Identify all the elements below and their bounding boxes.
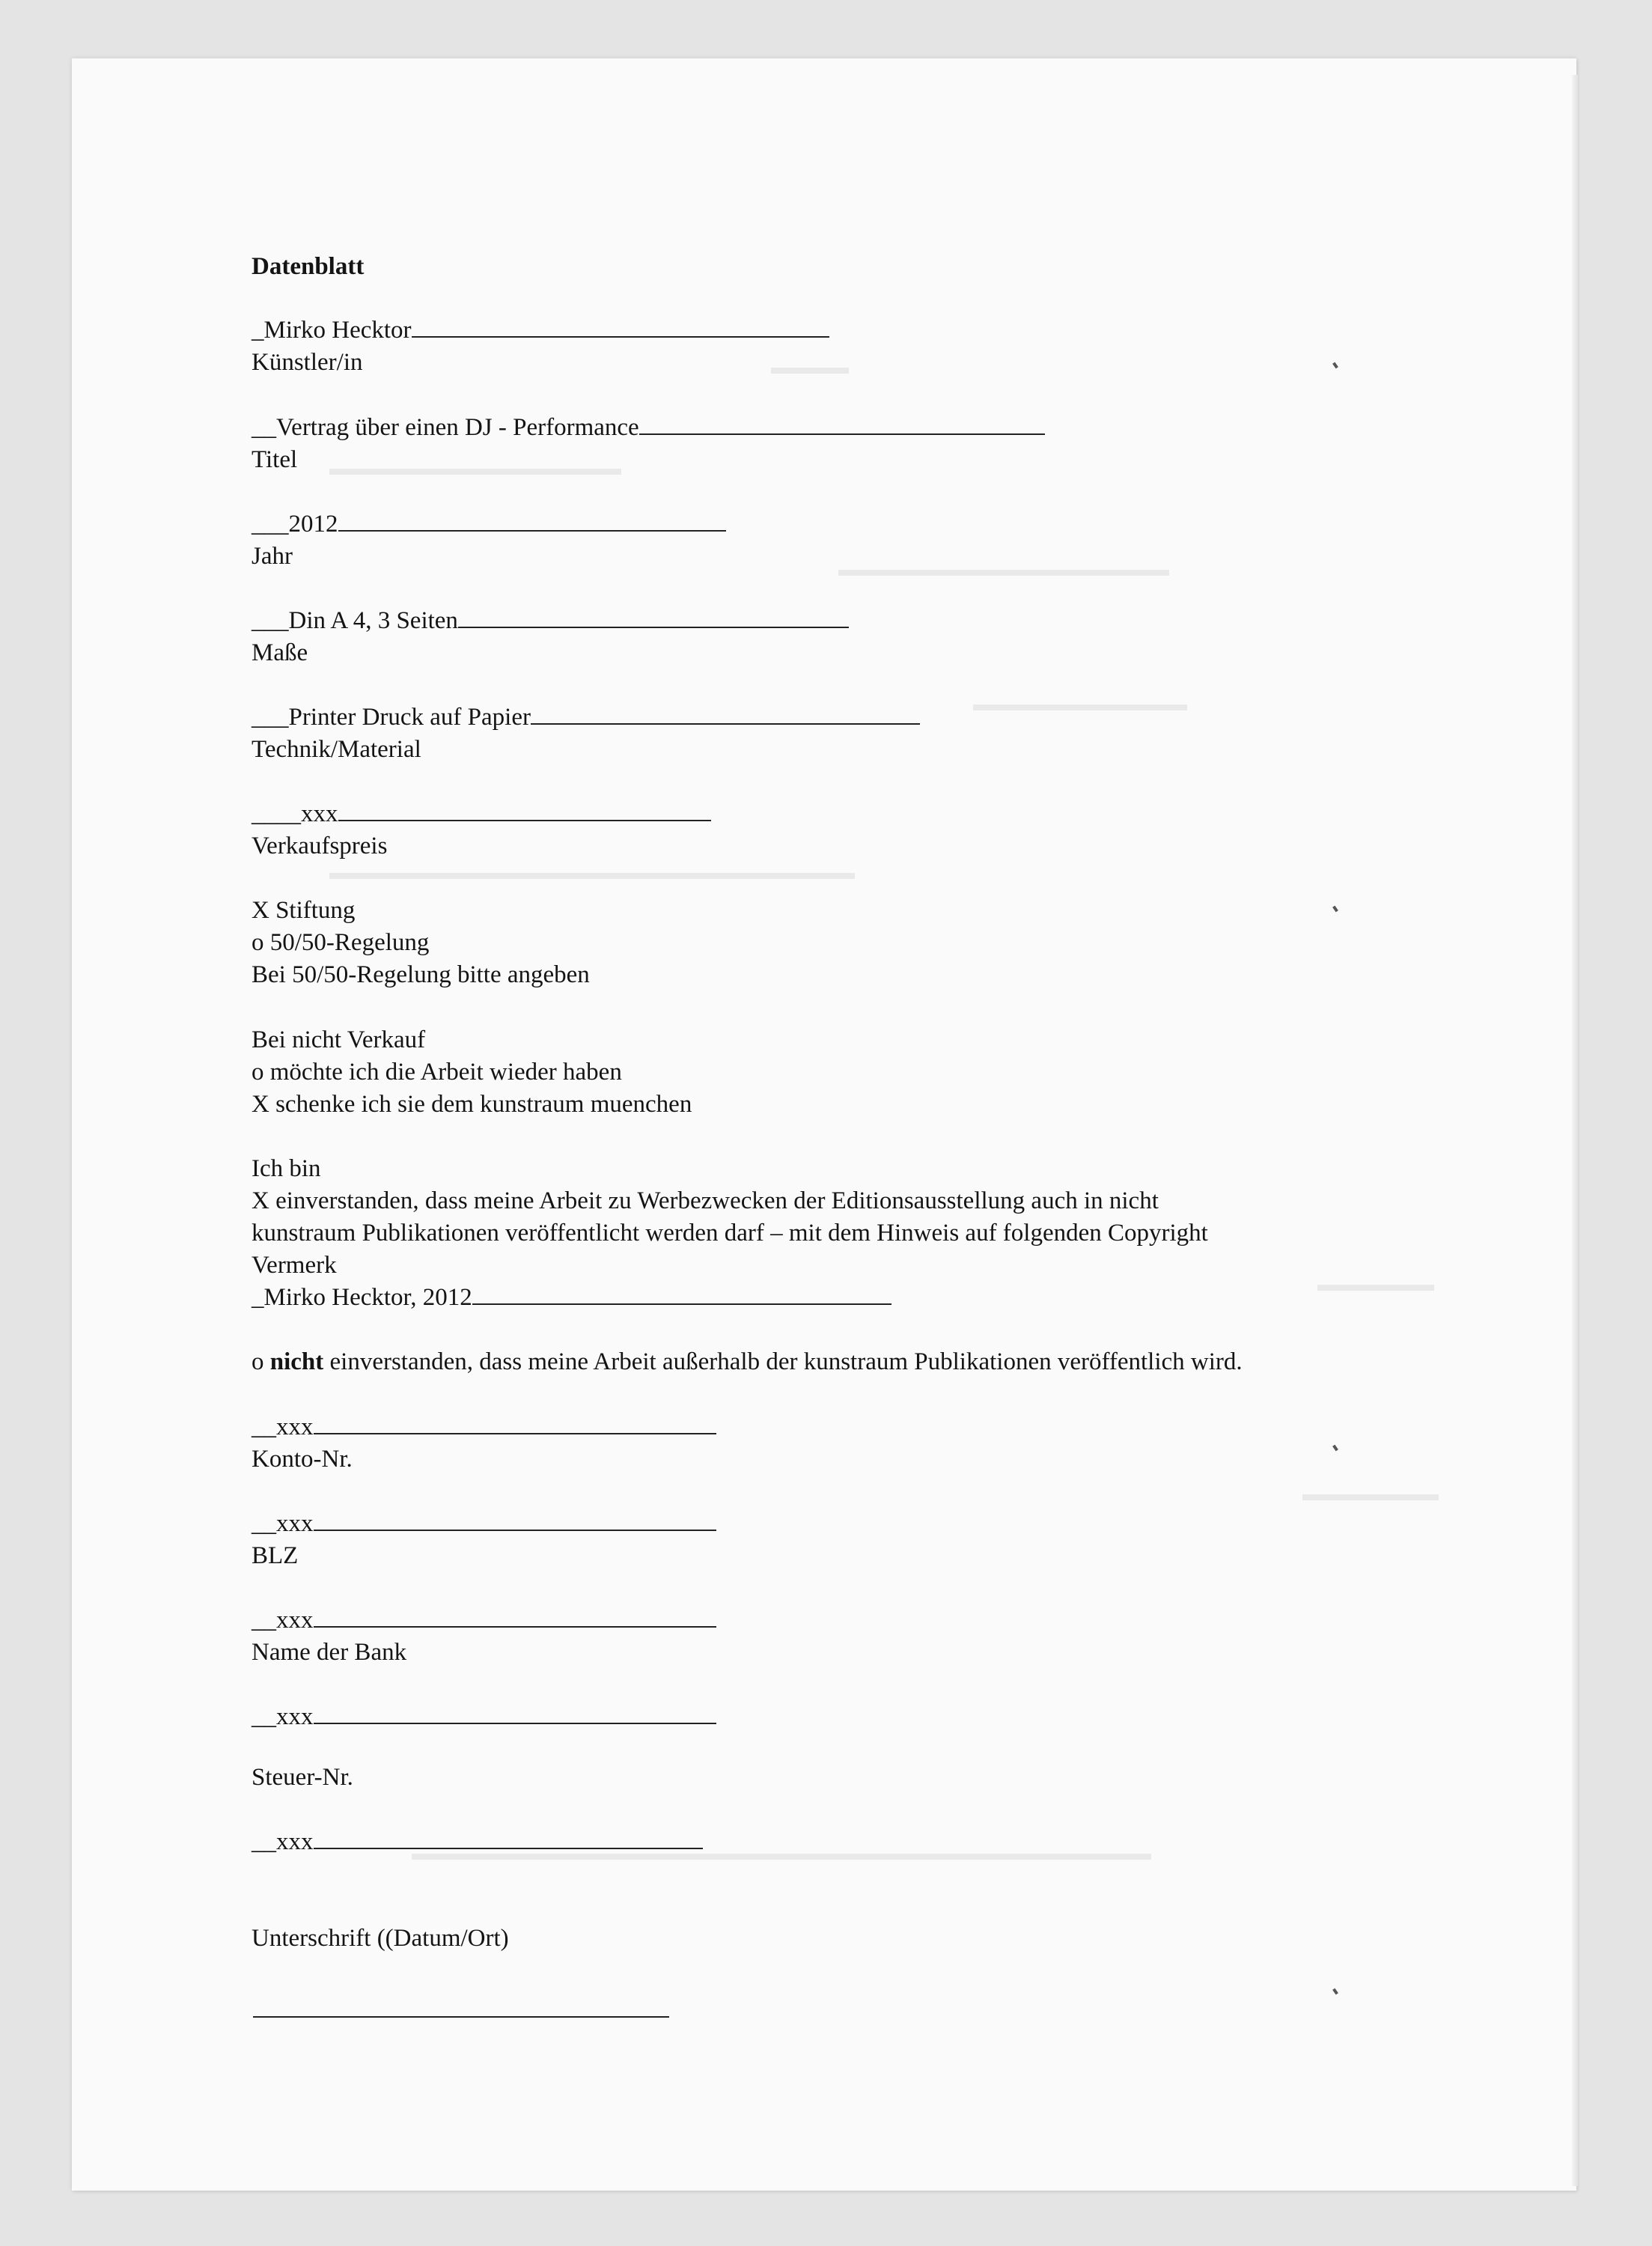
consent-agree-line: Vermerk — [252, 1252, 337, 1279]
konto-value: __xxx — [252, 1413, 314, 1440]
artist-underline — [412, 317, 829, 338]
consent-agree-line: kunstraum Publikationen veröffentlicht werden darf – mit dem Hinweis auf folgenden Copyright — [252, 1220, 1208, 1247]
size-underline — [458, 607, 849, 628]
size-value: ___Din A 4, 3 Seiten — [252, 607, 458, 634]
year-underline — [338, 511, 726, 532]
steuer-label: Steuer-Nr. — [252, 1764, 353, 1791]
consent-disagree[interactable] — [252, 1347, 1243, 1377]
steuer-value: __xxx — [252, 1828, 314, 1855]
steuer-underline — [314, 1828, 703, 1849]
technique-label: Technik/Material — [252, 736, 421, 763]
signature-line[interactable] — [253, 2016, 669, 2018]
bank-name-label: Name der Bank — [252, 1639, 407, 1666]
bank-name-value: __xxx — [252, 1607, 314, 1634]
year-field[interactable] — [252, 509, 726, 539]
show-through-text: ▬▬▬▬ — [771, 356, 849, 378]
blz-label: BLZ — [252, 1542, 299, 1569]
technique-underline — [531, 704, 920, 725]
work-title-field[interactable] — [252, 413, 1045, 442]
show-through-text: ▬▬▬▬▬▬▬ — [1302, 1482, 1439, 1505]
signature-label: Unterschrift ((Datum/Ort) — [252, 1925, 509, 1952]
technique-value: ___Printer Druck auf Papier — [252, 704, 531, 731]
blz-underline — [314, 1510, 716, 1531]
consent-agree-line[interactable]: X einverstanden, dass meine Arbeit zu Werbezwecken der Editionsausstellung auch in nicht — [252, 1187, 1159, 1214]
show-through-text: ▬▬▬▬▬▬▬▬▬▬▬ — [973, 693, 1187, 715]
steuer-prefill-underline — [314, 1703, 716, 1724]
show-through-text: ▬▬▬▬▬▬▬▬▬▬▬▬▬▬▬▬▬▬▬▬▬▬▬▬▬▬▬ — [329, 861, 855, 883]
option-stiftung[interactable]: X Stiftung — [252, 897, 356, 924]
copyright-value: _Mirko Hecktor, 2012 — [252, 1284, 472, 1311]
show-through-text: ▬▬▬▬▬▬▬▬▬▬▬▬▬▬▬▬▬▬▬▬▬▬▬▬▬▬▬▬▬▬▬▬▬▬▬▬▬▬ — [412, 1842, 1151, 1864]
price-field[interactable] — [252, 799, 711, 829]
blz-value: __xxx — [252, 1510, 314, 1537]
konto-label: Konto-Nr. — [252, 1446, 353, 1473]
disagree-prefix: o — [252, 1348, 270, 1375]
option-donate[interactable]: X schenke ich sie dem kunstraum muenchen — [252, 1091, 692, 1118]
work-title-value: __Vertrag über einen DJ - Performance — [252, 414, 639, 441]
year-label: Jahr — [252, 543, 293, 570]
price-value: ____xxx — [252, 800, 338, 827]
work-title-underline — [639, 414, 1045, 435]
disagree-text: einverstanden, dass meine Arbeit außerhalb der kunstraum Publikationen veröffentlich wird. — [323, 1348, 1243, 1375]
option-fifty-fifty[interactable]: o 50/50-Regelung — [252, 929, 430, 956]
konto-underline — [314, 1413, 716, 1434]
artist-field[interactable] — [252, 315, 829, 345]
artist-label: Künstler/in — [252, 349, 363, 376]
steuer-prefill-field[interactable] — [252, 1702, 716, 1732]
blz-field[interactable] — [252, 1509, 716, 1539]
document-title: Datenblatt — [252, 253, 365, 280]
konto-field[interactable] — [252, 1412, 716, 1442]
no-sale-heading: Bei nicht Verkauf — [252, 1026, 426, 1053]
consent-heading: Ich bin — [252, 1155, 321, 1182]
work-title-label: Titel — [252, 446, 298, 473]
price-underline — [338, 800, 711, 821]
year-value: ___2012 — [252, 511, 338, 538]
paper-edge — [1572, 75, 1578, 2186]
disagree-emphasis: nicht — [269, 1348, 324, 1375]
fifty-fifty-note: Bei 50/50-Regelung bitte angeben — [252, 961, 590, 988]
size-label: Maße — [252, 639, 308, 666]
bank-name-field[interactable] — [252, 1605, 716, 1635]
bank-name-underline — [314, 1607, 716, 1628]
price-label: Verkaufspreis — [252, 833, 388, 859]
artist-value: _Mirko Hecktor — [252, 317, 412, 344]
show-through-text: ▬▬▬▬▬▬▬▬▬▬▬▬▬▬▬ — [329, 457, 621, 479]
steuer-field[interactable] — [252, 1827, 703, 1857]
steuer-prefill-value: __xxx — [252, 1703, 314, 1730]
copyright-underline — [472, 1284, 891, 1305]
show-through-text: ▬▬▬▬▬▬ — [1317, 1273, 1434, 1295]
size-field[interactable] — [252, 606, 849, 636]
option-want-back[interactable]: o möchte ich die Arbeit wieder haben — [252, 1059, 622, 1086]
copyright-field[interactable] — [252, 1282, 891, 1312]
show-through-text: ▬▬▬▬▬▬▬▬▬▬▬▬▬▬▬▬▬ — [838, 558, 1169, 580]
technique-field[interactable] — [252, 702, 920, 732]
